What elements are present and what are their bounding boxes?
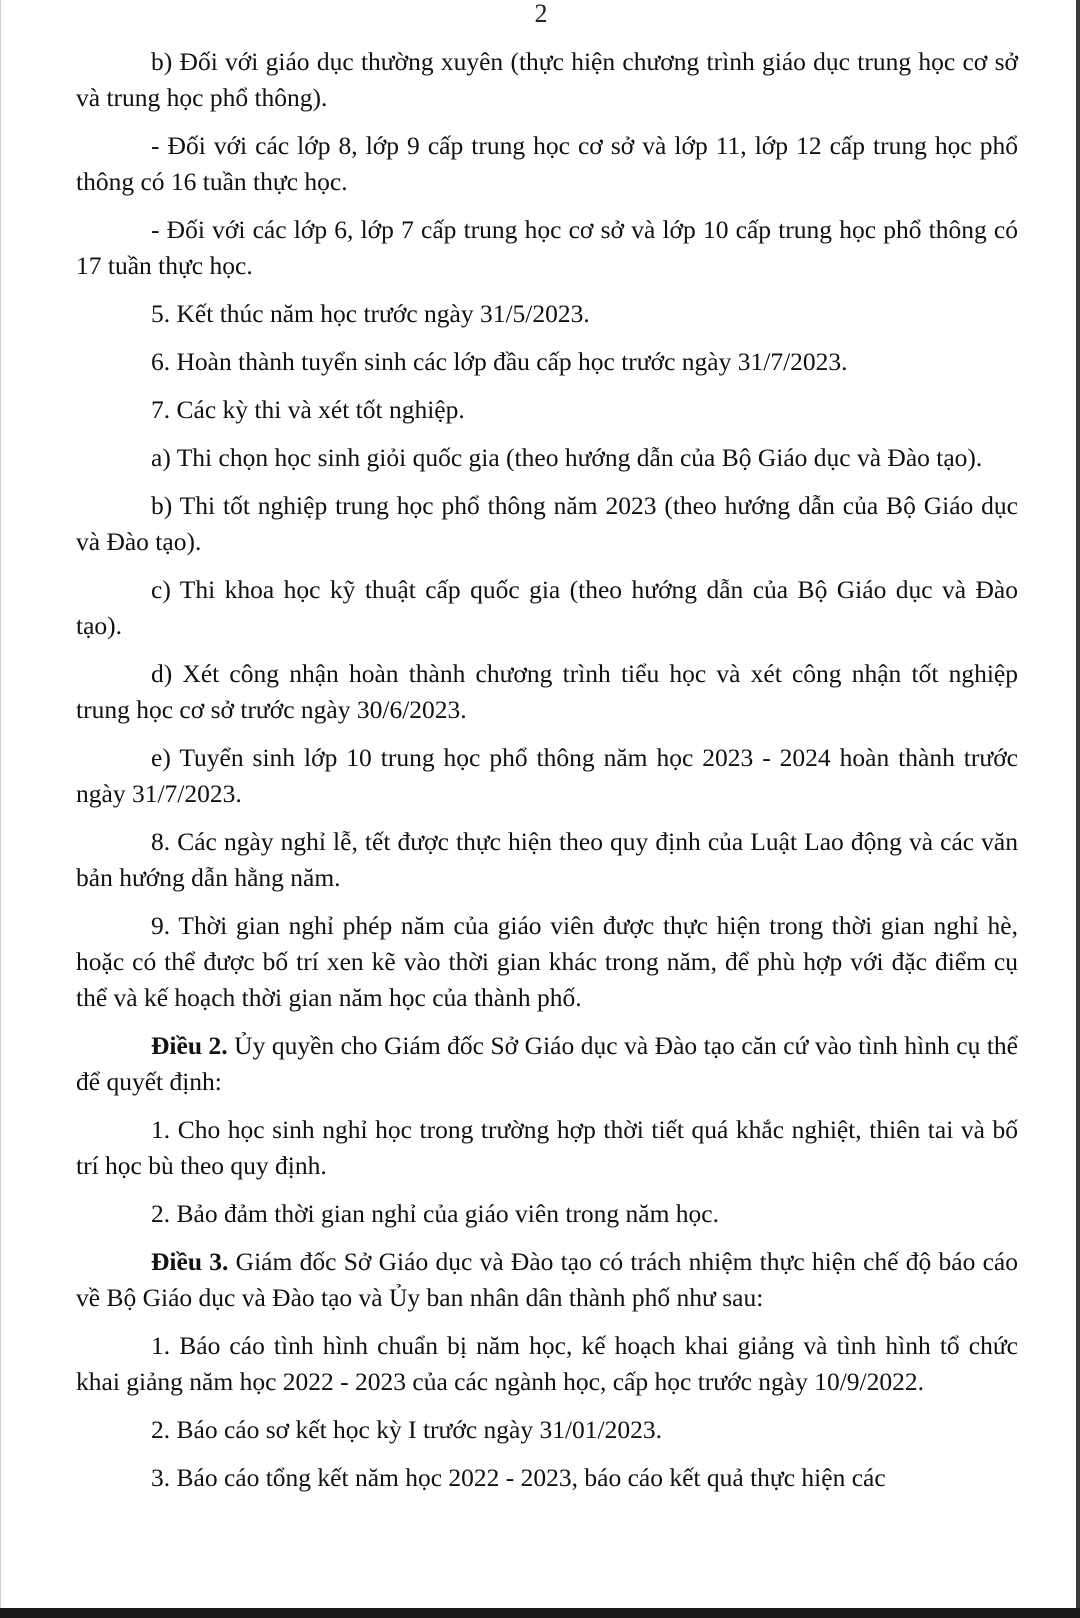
- paragraph: b) Đối với giáo dục thường xuyên (thực hiện chương trình giáo dục trung học cơ sở và trung học phổ thông).: [76, 47, 1018, 112]
- paragraph: d) Xét công nhận hoàn thành chương trình tiểu học và xét công nhận tốt nghiệp trung học cơ sở trước ngày 30/6/2023.: [76, 659, 1018, 724]
- paragraph: c) Thi khoa học kỹ thuật cấp quốc gia (theo hướng dẫn của Bộ Giáo dục và Đào tạo).: [76, 575, 1018, 640]
- paragraph: 2. Báo cáo sơ kết học kỳ I trước ngày 31/01/2023.: [151, 1415, 663, 1444]
- article-2-heading: Điều 2.: [151, 1031, 228, 1060]
- document-body: [76, 44, 1018, 1496]
- paragraph: 2. Bảo đảm thời gian nghỉ của giáo viên trong năm học.: [151, 1199, 719, 1228]
- paragraph: 7. Các kỳ thi và xét tốt nghiệp.: [151, 395, 465, 424]
- paragraph: a) Thi chọn học sinh giỏi quốc gia (theo hướng dẫn của Bộ Giáo dục và Đào tạo).: [151, 443, 983, 472]
- paragraph: 1. Báo cáo tình hình chuẩn bị năm học, kế hoạch khai giảng và tình hình tổ chức khai giảng năm học 2022 - 2023 của các ngành học, cấp học trước ngày 10/9/2022.: [76, 1331, 1018, 1396]
- paragraph: 5. Kết thúc năm học trước ngày 31/5/2023.: [151, 299, 590, 328]
- paragraph: 3. Báo cáo tổng kết năm học 2022 - 2023, báo cáo kết quả thực hiện các: [151, 1463, 886, 1492]
- paragraph: e) Tuyển sinh lớp 10 trung học phổ thông năm học 2023 - 2024 hoàn thành trước ngày 31/7/2023.: [76, 743, 1018, 808]
- paragraph: 1. Cho học sinh nghỉ học trong trường hợp thời tiết quá khắc nghiệt, thiên tai và bố trí học bù theo quy định.: [76, 1115, 1018, 1180]
- paragraph: - Đối với các lớp 6, lớp 7 cấp trung học cơ sở và lớp 10 cấp trung học phổ thông có 17 tuần thực học.: [76, 215, 1018, 280]
- article-3-heading: Điều 3.: [151, 1247, 229, 1276]
- paragraph: - Đối với các lớp 8, lớp 9 cấp trung học cơ sở và lớp 11, lớp 12 cấp trung học phổ thông có 16 tuần thực học.: [76, 131, 1018, 196]
- article-3-paragraph: Điều 3. Giám đốc Sở Giáo dục và Đào tạo có trách nhiệm thực hiện chế độ báo cáo về Bộ Giáo dục và Đào tạo và Ủy ban nhân dân thành phố như sau:: [76, 1247, 1019, 1312]
- paragraph: b) Thi tốt nghiệp trung học phổ thông năm 2023 (theo hướng dẫn của Bộ Giáo dục và Đào tạo).: [76, 491, 1018, 556]
- page-number: 2: [534, 0, 548, 28]
- article-2-paragraph: Điều 2. Ủy quyền cho Giám đốc Sở Giáo dục và Đào tạo căn cứ vào tình hình cụ thể để quyết định:: [76, 1031, 1018, 1096]
- paragraph: 6. Hoàn thành tuyển sinh các lớp đầu cấp học trước ngày 31/7/2023.: [151, 347, 848, 376]
- paragraph: 8. Các ngày nghỉ lễ, tết được thực hiện theo quy định của Luật Lao động và các văn bản hướng dẫn hằng năm.: [76, 827, 1018, 892]
- paragraph: 9. Thời gian nghỉ phép năm của giáo viên được thực hiện trong thời gian nghỉ hè, hoặc có thể được bố trí xen kẽ vào thời gian khác trong năm, để phù hợp với đặc điểm cụ thể và kế hoạch thời gian năm học của thành phố.: [76, 911, 1018, 1012]
